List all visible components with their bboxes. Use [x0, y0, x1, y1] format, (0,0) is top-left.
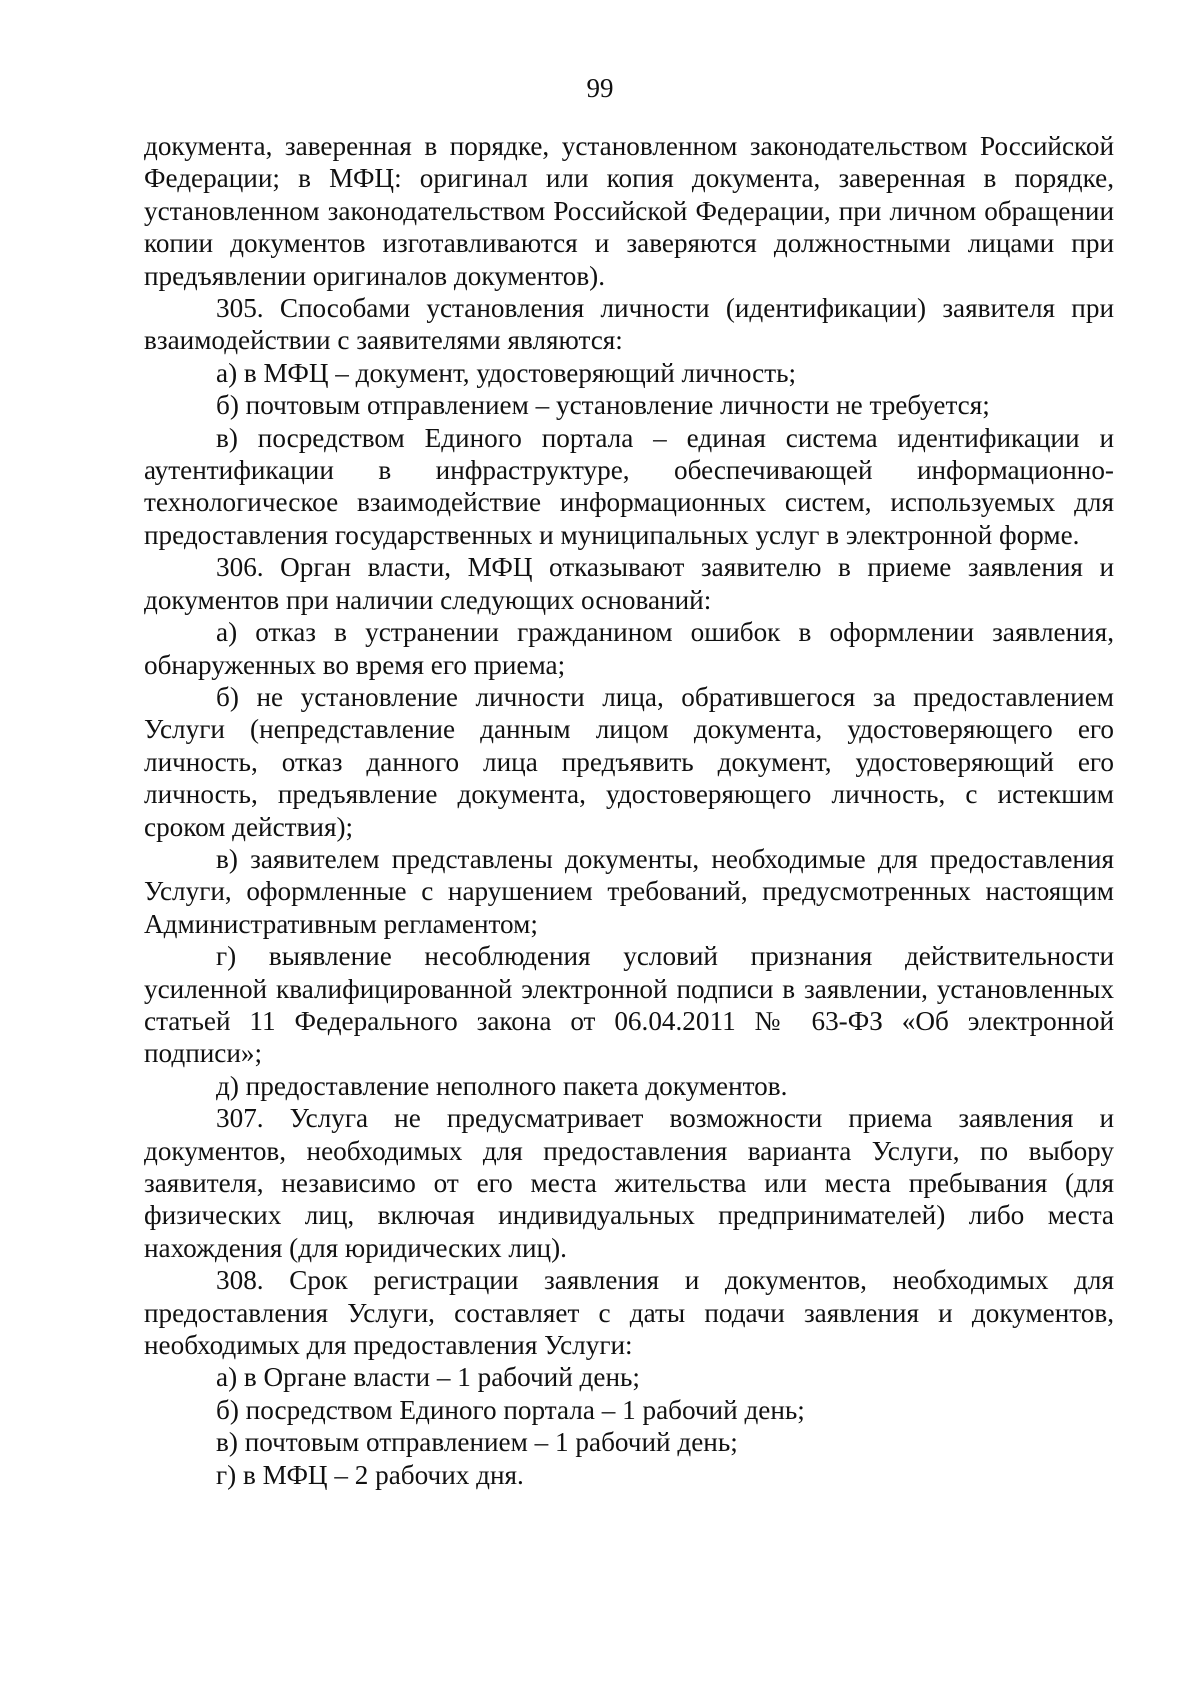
list-item-308-b: б) посредством Единого портала – 1 рабочий день;: [216, 1394, 805, 1425]
list-item-306-a: а) отказ в устранении гражданином ошибок в оформлении заявления, обнаруженных во время его приема;: [144, 617, 1114, 680]
list-item-308-a: а) в Органе власти – 1 рабочий день;: [216, 1362, 640, 1393]
list-item-306-v: в) заявителем представлены документы, необходимые для предоставления Услуги, оформленные с нарушением требований, предусмотренных настоящим Административным регламентом;: [144, 843, 1114, 939]
paragraph-307: 307. Услуга не предусматривает возможности приема заявления и документов, необходимых для предоставления варианта Услуги, по выбору заявителя, независимо от его места жительства или места пребывания (для физических лиц, включая индивидуальных предпринимателей) либо места нахождения (для юридических лиц).: [144, 1103, 1114, 1263]
list-item-306-d: д) предоставление неполного пакета документов.: [216, 1070, 788, 1101]
paragraph-308: 308. Срок регистрации заявления и документов, необходимых для предоставления Услуги, составляет с даты подачи заявления и документов, необходимых для предоставления Услуги:: [144, 1265, 1114, 1361]
list-item-305-v: в) посредством Единого портала – единая система идентификации и аутентификации в инфраструктуре, обеспечивающей информационно-технологическое взаимодействие информационных систем, используемых для предоставления государственных и муниципальных услуг в электронной форме.: [144, 422, 1114, 550]
document-body: [144, 130, 1114, 1491]
list-item-308-v: в) почтовым отправлением – 1 рабочий день;: [216, 1427, 738, 1458]
list-item-306-b: б) не установление личности лица, обратившегося за предоставлением Услуги (непредставление данным лицом документа, удостоверяющего его личность, отказ данного лица предъявить документ, удостоверяющий его личность, предъявление документа, удостоверяющего личность, с истекшим сроком действия);: [144, 681, 1114, 842]
list-item-305-b: б) почтовым отправлением – установление личности не требуется;: [216, 390, 990, 421]
paragraph-306: 306. Орган власти, МФЦ отказывают заявителю в приеме заявления и документов при наличии следующих оснований:: [144, 552, 1114, 615]
paragraph-305: 305. Способами установления личности (идентификации) заявителя при взаимодействии с заявителями являются:: [144, 293, 1114, 356]
paragraph-continuation: документа, заверенная в порядке, установленном законодательством Российской Федерации; в МФЦ: оригинал или копия документа, заверенная в порядке, установленном законодательством Российской Федерации, при личном обращении копии документов изготавливаются и заверяются должностными лицами при предъявлении оригиналов документов).: [144, 131, 1114, 291]
list-item-308-g: г) в МФЦ – 2 рабочих дня.: [216, 1459, 524, 1490]
list-item-306-g: г) выявление несоблюдения условий признания действительности усиленной квалифицированной электронной подписи в заявлении, установленных статьей 11 Федерального закона от 06.04.2011 № 63-ФЗ «Об электронной подписи»;: [144, 941, 1114, 1069]
page-number: 99: [586, 73, 614, 103]
list-item-305-a: а) в МФЦ – документ, удостоверяющий личность;: [216, 357, 797, 388]
